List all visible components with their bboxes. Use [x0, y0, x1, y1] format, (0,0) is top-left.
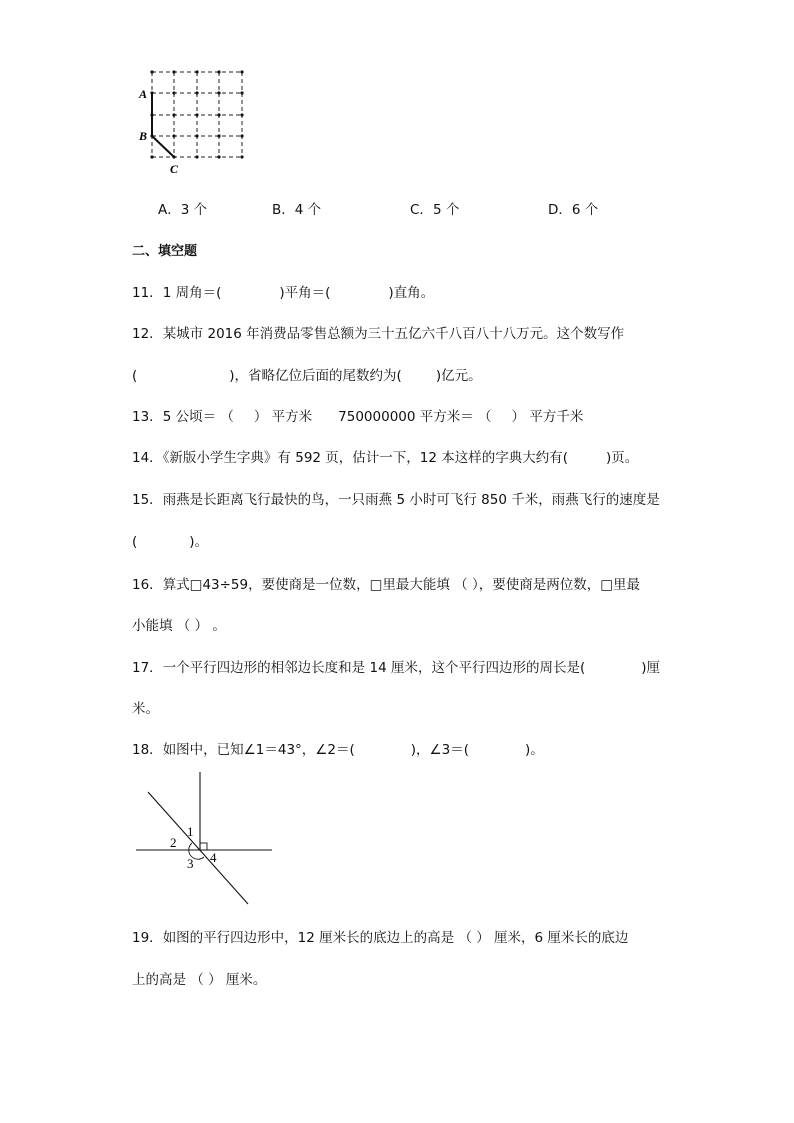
q17-part1: 一个平行四边形的相邻边长度和是 14 厘米，这个平行四边形的周长是( — [162, 660, 586, 676]
option-b[interactable] — [272, 198, 321, 218]
option-d-letter: D． — [548, 202, 572, 218]
question-12-line2 — [132, 364, 482, 384]
section-title: 二、填空题 — [132, 244, 198, 259]
q18-part3: )。 — [525, 742, 544, 758]
option-a-text: 3 个 — [180, 202, 208, 218]
option-a-letter: A． — [158, 202, 181, 218]
q18-part1: 如图中，已知∠1＝43°，∠2＝( — [162, 742, 355, 758]
q12-part3: )亿元。 — [435, 368, 482, 384]
question-14 — [132, 446, 638, 466]
q15-part1: ( — [132, 534, 138, 550]
q15-line1: 雨燕是长距离飞行最快的鸟，一只雨燕 5 小时可飞行 850 千米，雨燕飞行的速度是 — [162, 492, 660, 508]
q12-number: 12． — [132, 326, 163, 342]
q19-line1: 如图的平行四边形中，12 厘米长的底边上的高是 （ ） 厘米，6 厘米长的底边 — [162, 930, 629, 946]
question-11 — [132, 281, 434, 301]
q17-number: 17． — [132, 660, 163, 676]
q11-part2: )平角＝( — [279, 285, 331, 301]
option-c-letter: C． — [410, 202, 433, 218]
q16-line1: 算式□43÷59，要使商是一位数，□里最大能填 （ ），要使商是两位数，□里最 — [162, 577, 640, 593]
segment-bc — [152, 136, 174, 157]
question-17 — [132, 656, 660, 676]
question-15 — [132, 488, 660, 508]
q19-number: 19． — [132, 930, 163, 946]
question-19-line2: 上的高是 （ ） 厘米。 — [132, 972, 267, 988]
angle-label-2: 2 — [170, 835, 177, 850]
q15-number: 15． — [132, 492, 163, 508]
option-d-text: 6 个 — [571, 202, 599, 218]
q13-part3: 750000000 平方米＝ （ — [338, 409, 492, 425]
question-16 — [132, 573, 640, 593]
option-c[interactable] — [410, 198, 459, 218]
q13-number: 13． — [132, 409, 163, 425]
question-16-line2: 小能填 （ ） 。 — [132, 618, 226, 634]
q13-part2: ） 平方米 — [253, 409, 313, 425]
q14-number: 14． — [132, 450, 163, 466]
option-d[interactable] — [548, 198, 598, 218]
q13-part1: 5 公顷＝ （ — [162, 409, 234, 425]
q14-part2: )页。 — [606, 450, 639, 466]
angle-label-1: 1 — [187, 824, 194, 839]
grid-figure — [130, 60, 260, 180]
option-b-letter: B． — [272, 202, 295, 218]
q12-part2: )，省略亿位后面的尾数约为( — [229, 368, 402, 384]
angle-label-4: 4 — [210, 850, 217, 865]
question-15-line2 — [132, 530, 208, 550]
q11-part1: 1 周角＝( — [162, 285, 222, 301]
diagonal-line — [148, 792, 248, 904]
right-angle-mark — [200, 843, 207, 850]
q16-number: 16． — [132, 577, 163, 593]
q12-line1: 某城市 2016 年消费品零售总额为三十五亿六千八百八十八万元。这个数写作 — [162, 326, 625, 342]
q14-part1: 《新版小学生字典》有 592 页，估计一下，12 本这样的字典大约有( — [162, 450, 569, 466]
q11-number: 11． — [132, 285, 163, 301]
label-c: C — [170, 162, 179, 176]
angle-label-3: 3 — [187, 856, 194, 871]
option-b-text: 4 个 — [294, 202, 322, 218]
question-12 — [132, 322, 624, 342]
question-19 — [132, 926, 628, 946]
q12-part1: ( — [132, 368, 138, 384]
q13-part4: ） 平方千米 — [511, 409, 584, 425]
label-a: A — [139, 87, 148, 101]
q11-part3: )直角。 — [388, 285, 435, 301]
question-17-line2: 米。 — [132, 701, 159, 717]
angle-figure — [130, 770, 280, 910]
question-18 — [132, 738, 544, 758]
q18-number: 18． — [132, 742, 163, 758]
option-c-text: 5 个 — [432, 202, 460, 218]
q18-part2: )，∠3＝( — [410, 742, 469, 758]
label-b: B — [139, 129, 148, 143]
q15-part2: )。 — [189, 534, 209, 550]
option-a[interactable] — [158, 198, 207, 218]
q17-part2: )厘 — [641, 660, 660, 676]
question-13 — [132, 405, 583, 425]
